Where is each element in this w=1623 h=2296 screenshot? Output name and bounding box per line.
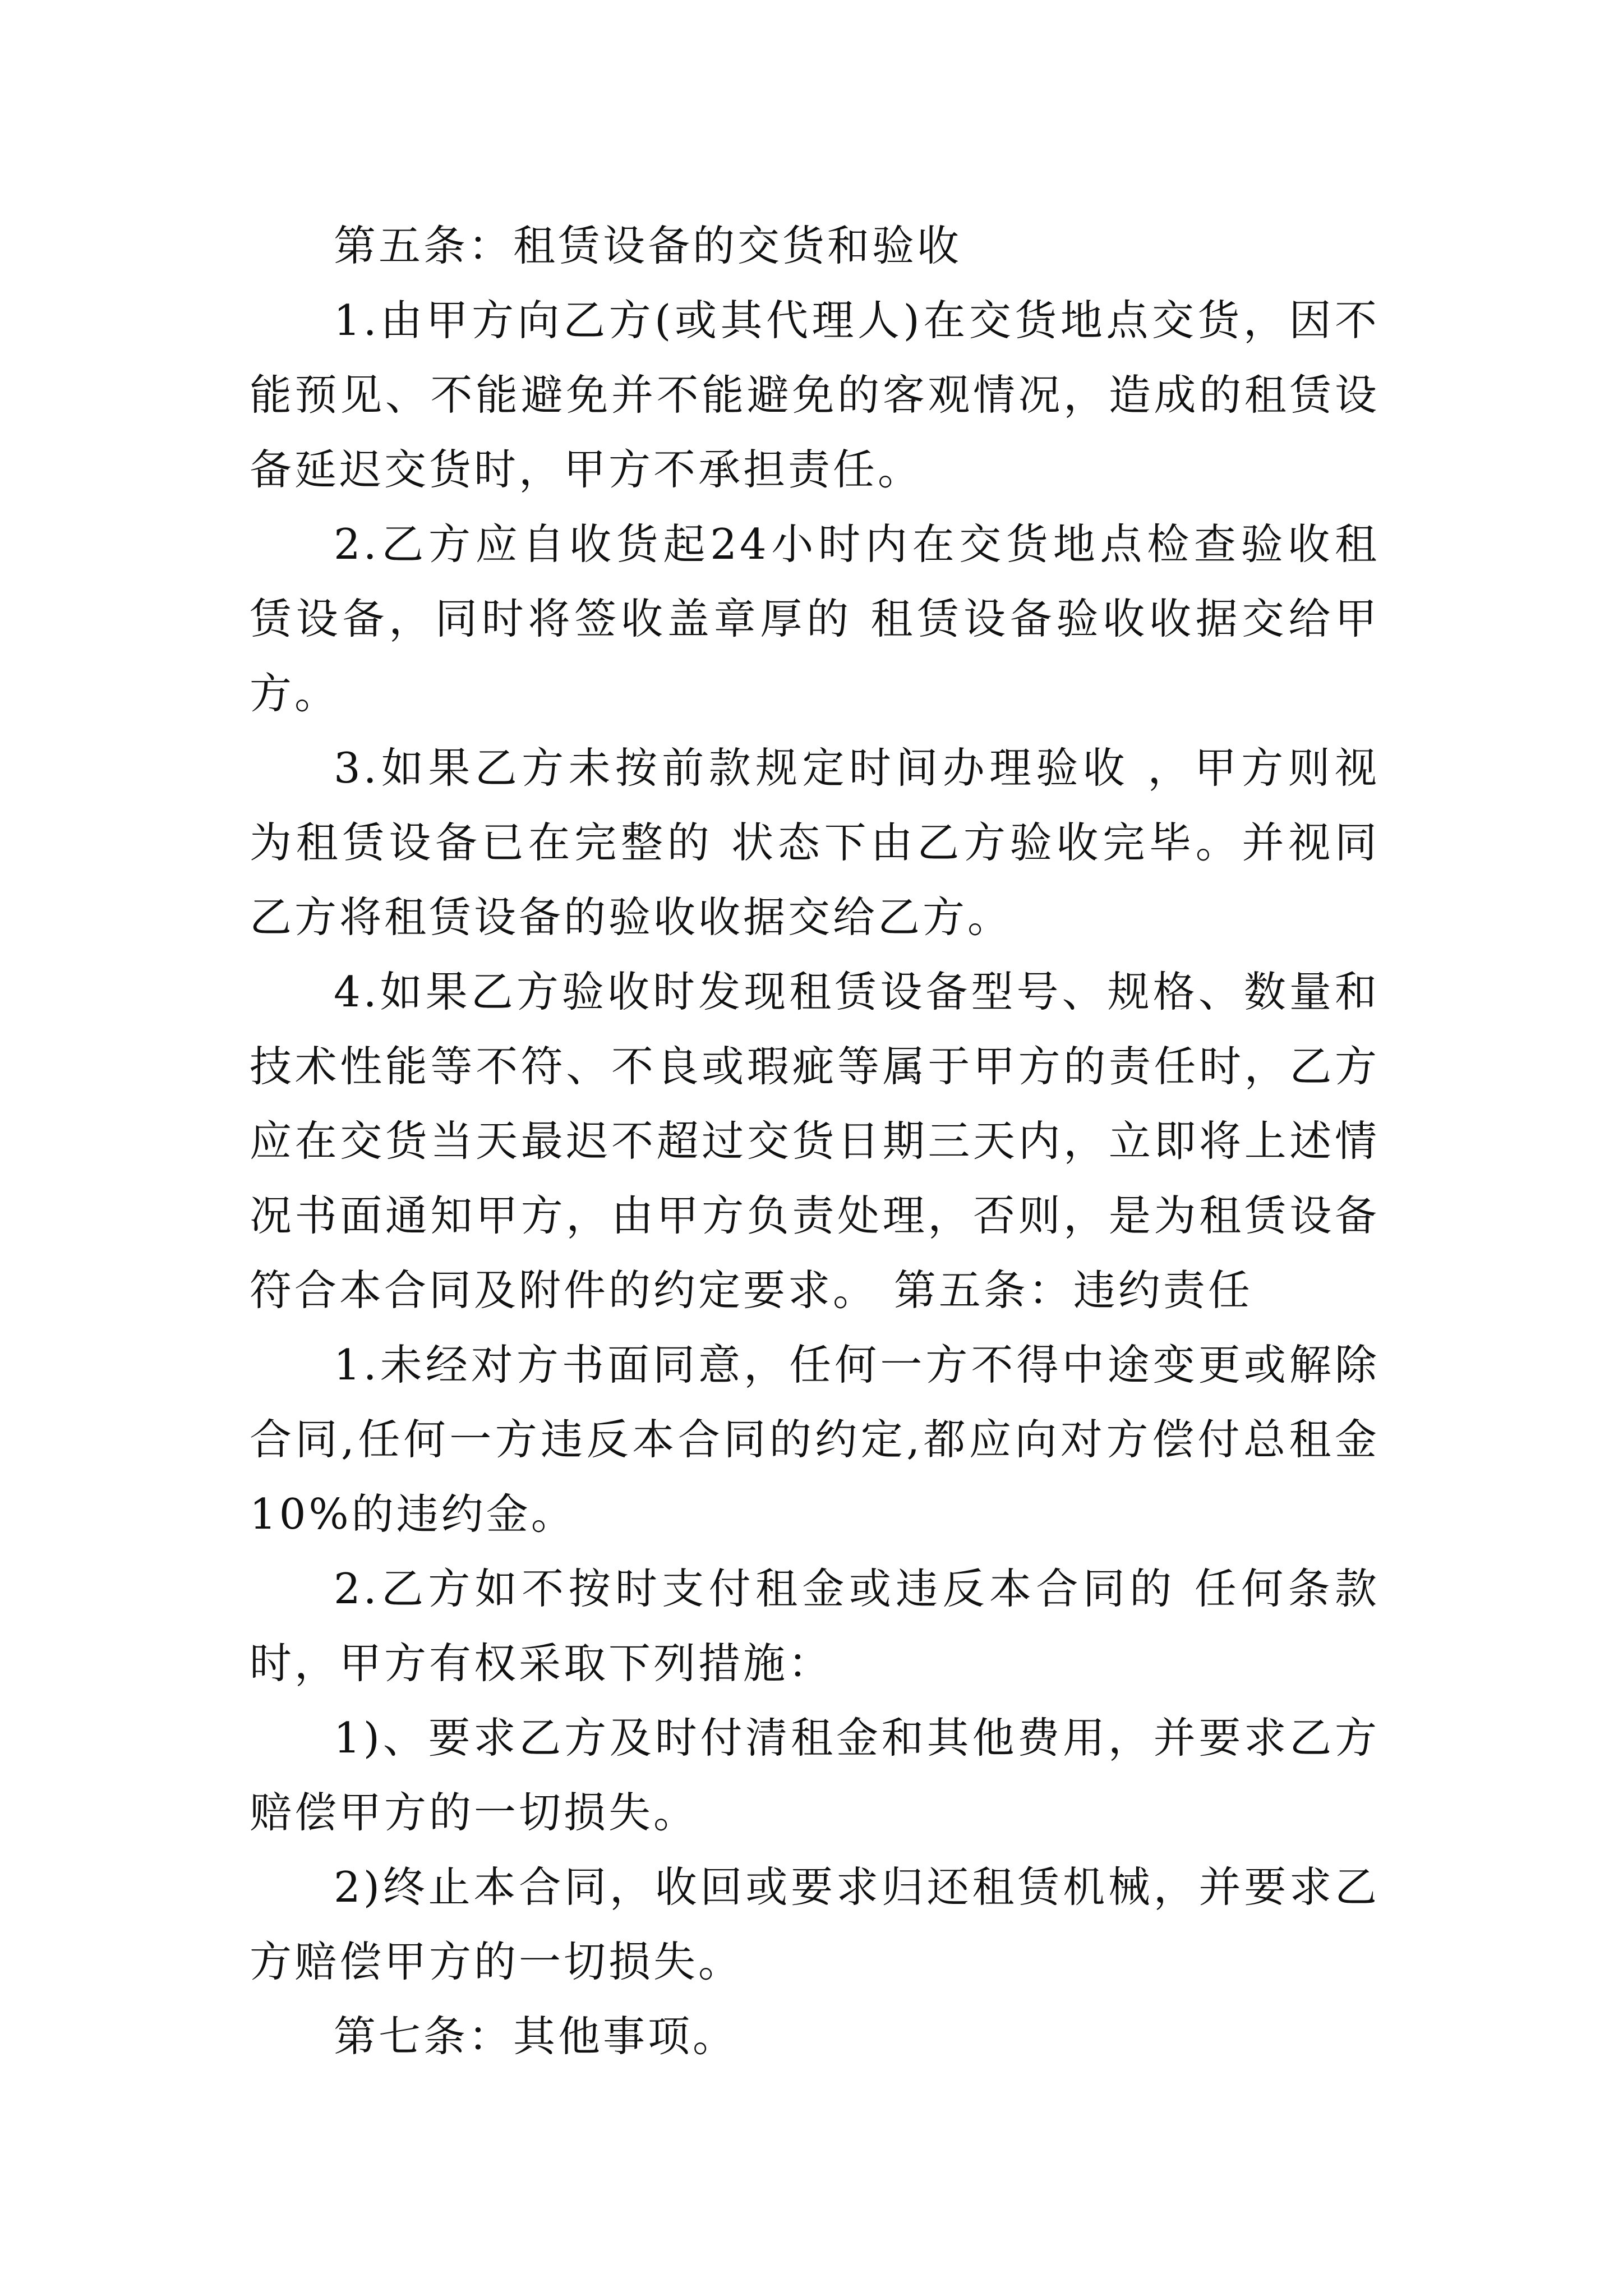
clause-paragraph: 2.乙方应自收货起24小时内在交货地点检查验收租赁设备，同时将签收盖章厚的 租赁设备验收收据交给甲方。 <box>250 519 1380 718</box>
section-heading-delivery: 第五条：租赁设备的交货和验收 <box>334 221 962 270</box>
clause-paragraph: 1)、要求乙方及时付清租金和其他费用，并要求乙方赔偿甲方的一切损失。 <box>250 1713 1380 1837</box>
clause-paragraph: 1.由甲方向乙方(或其代理人)在交货地点交货，因不能预见、不能避免并不能避免的客观情况，造成的租赁设备延迟交货时，甲方不承担责任。 <box>250 296 1380 494</box>
section-heading-other: 第七条：其他事项。 <box>334 2012 738 2061</box>
document-body <box>250 209 1380 2074</box>
clause-paragraph: 2)终止本合同，收回或要求归还租赁机械，并要求乙方赔偿甲方的一切损失。 <box>250 1862 1380 1986</box>
clause-paragraph: 4.如果乙方验收时发现租赁设备型号、规格、数量和技术性能等不符、不良或瑕疵等属于甲方的责任时，乙方应在交货当天最迟不超过交货日期三天内，立即将上述情况书面通知甲方，由甲方负责处理，否则，是为租赁设备符合本合同及附件的约定要求。 第五条：违约责任 <box>250 967 1380 1315</box>
clause-paragraph: 2.乙方如不按时支付租金或违反本合同的 任何条款时，甲方有权采取下列措施： <box>250 1564 1380 1688</box>
clause-paragraph: 1.未经对方书面同意，任何一方不得中途变更或解除合同,任何一方违反本合同的约定,都应向对方偿付总租金10%的违约金。 <box>250 1340 1380 1539</box>
clause-paragraph: 3.如果乙方未按前款规定时间办理验收 ，甲方则视为租赁设备已在完整的 状态下由乙方验收完毕。并视同乙方将租赁设备的验收收据交给乙方。 <box>250 743 1380 942</box>
